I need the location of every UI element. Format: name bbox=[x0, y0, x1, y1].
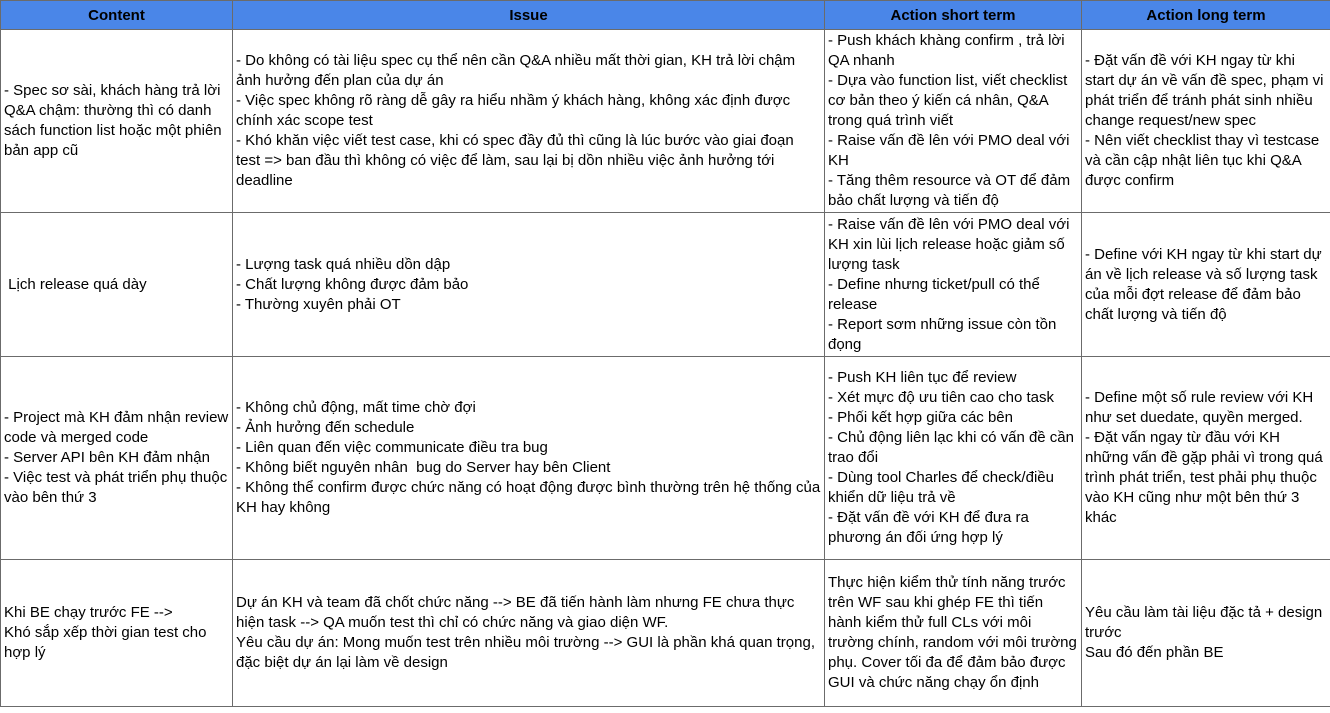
header-action-short-term: Action short term bbox=[825, 1, 1082, 30]
short-term-cell: Thực hiện kiểm thử tính năng trước trên WF sau khi ghép FE thì tiến hành kiểm thử full CLs với môi trường chính, random với môi trường phụ. Cover tối đa để đảm bảo được GUI và chức năng chạy ổn định bbox=[825, 560, 1082, 707]
content-cell: Lịch release quá dày bbox=[1, 213, 233, 357]
table-row bbox=[1, 357, 1330, 560]
content-cell: - Spec sơ sài, khách hàng trả lời Q&A chậm: thường thì có danh sách function list hoặc một phiên bản app cũ bbox=[1, 30, 233, 213]
issue-cell: - Không chủ động, mất time chờ đợi - Ảnh hưởng đến schedule - Liên quan đến việc communicate điều tra bug - Không biết nguyên nhân bug do Server hay bên Client - Không thể confirm được chức năng có hoạt động được bình thường trên hệ thống của KH hay không bbox=[233, 357, 825, 560]
long-term-cell: - Đặt vấn đề với KH ngay từ khi start dự án về vấn đề spec, phạm vi phát triển để tránh phát sinh nhiều change request/new spec - Nên viết checklist thay vì testcase và cần cập nhật liên tục khi Q&A được confirm bbox=[1082, 30, 1330, 213]
long-term-cell: - Define với KH ngay từ khi start dự án về lịch release và số lượng task của mỗi đợt release để đảm bảo chất lượng và tiến độ bbox=[1082, 213, 1330, 357]
short-term-cell: - Raise vấn đề lên với PMO deal với KH xin lùi lịch release hoặc giảm số lượng task - Define nhưng ticket/pull có thể release - Report sơm những issue còn tồn đọng bbox=[825, 213, 1082, 357]
content-cell: Khi BE chạy trước FE --> Khó sắp xếp thời gian test cho hợp lý bbox=[1, 560, 233, 707]
content-cell: - Project mà KH đảm nhận review code và merged code - Server API bên KH đảm nhận - Việc test và phát triển phụ thuộc vào bên thứ 3 bbox=[1, 357, 233, 560]
header-content: Content bbox=[1, 1, 233, 30]
short-term-cell: - Push khách khàng confirm , trả lời QA nhanh - Dựa vào function list, viết checklist cơ bản theo ý kiến cá nhân, Q&A trong quá trình viết - Raise vấn đề lên với PMO deal với KH - Tăng thêm resource và OT để đảm bảo chất lượng và tiến độ bbox=[825, 30, 1082, 213]
issue-cell: - Do không có tài liệu spec cụ thể nên cần Q&A nhiều mất thời gian, KH trả lời chậm ảnh hưởng đến plan của dự án - Việc spec không rõ ràng dễ gây ra hiểu nhầm ý khách hàng, không xác định được chính xác scope test - Khó khăn việc viết test case, khi có spec đầy đủ thì cũng là lúc bước vào giai đoạn test => ban đầu thì không có việc để làm, sau lại bị dồn nhiều việc ảnh hưởng tới deadline bbox=[233, 30, 825, 213]
table-row bbox=[1, 30, 1330, 213]
header-row bbox=[1, 1, 1330, 30]
issue-cell: - Lượng task quá nhiều dồn dập - Chất lượng không được đảm bảo - Thường xuyên phải OT bbox=[233, 213, 825, 357]
header-action-long-term: Action long term bbox=[1082, 1, 1330, 30]
short-term-cell: - Push KH liên tục để review - Xét mực độ ưu tiên cao cho task - Phối kết hợp giữa các bên - Chủ động liên lạc khi có vấn đề cần trao đổi - Dùng tool Charles để check/điều khiển dữ liệu trả về - Đặt vấn đề với KH để đưa ra phương án đối ứng hợp lý bbox=[825, 357, 1082, 560]
long-term-cell: - Define một số rule review với KH như set duedate, quyền merged. - Đặt vấn ngay từ đầu với KH những vấn đề gặp phải vì trong quá trình phát triển, test phải phụ thuộc vào KH cũng như một bên thứ 3 khác bbox=[1082, 357, 1330, 560]
table-row bbox=[1, 560, 1330, 707]
table-row bbox=[1, 213, 1330, 357]
issue-cell: Dự án KH và team đã chốt chức năng --> BE đã tiến hành làm nhưng FE chưa thực hiện task --> QA muốn test thì chỉ có chức năng và giao diện WF. Yêu cầu dự án: Mong muốn test trên nhiều môi trường --> GUI là phần khá quan trọng, đặc biệt dự án lại làm về design bbox=[233, 560, 825, 707]
header-issue: Issue bbox=[233, 1, 825, 30]
long-term-cell: Yêu cầu làm tài liệu đặc tả + design trước Sau đó đến phần BE bbox=[1082, 560, 1330, 707]
